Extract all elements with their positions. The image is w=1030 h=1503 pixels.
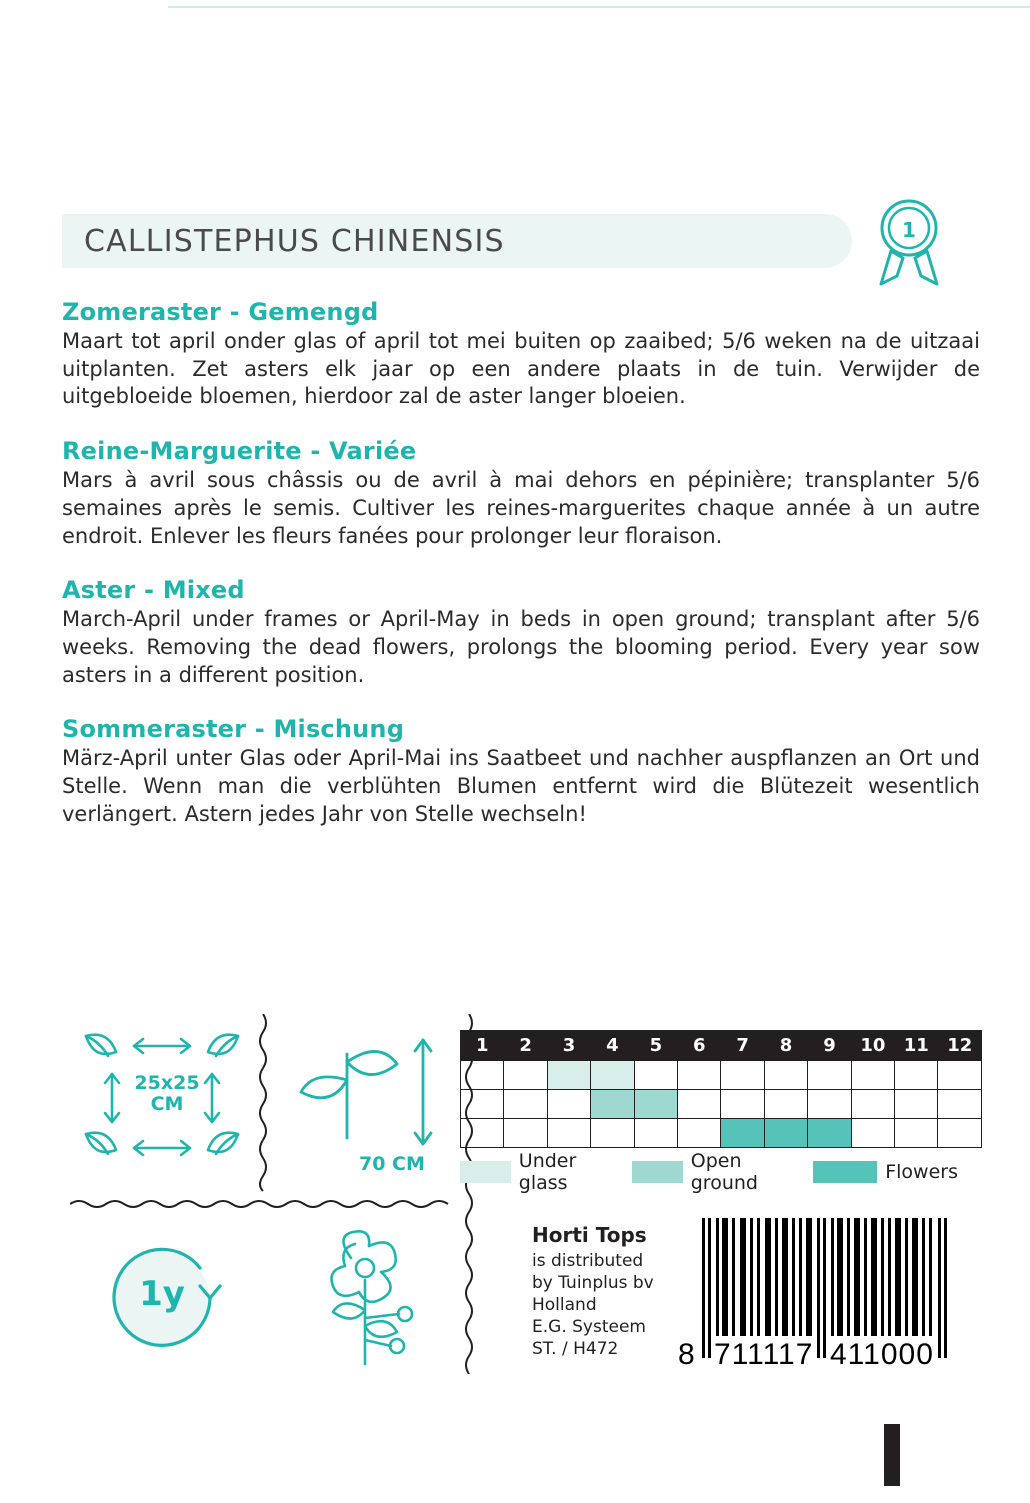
month-header: 8	[764, 1031, 807, 1061]
brand-name: Horti Tops	[532, 1223, 647, 1247]
legend-label-under-glass: Under glass	[518, 1150, 577, 1194]
calendar-legend	[460, 1150, 982, 1194]
section-body-fr: Mars à avril sous châssis ou de avril à mai dehors en pépinière; transplanter 5/6 semaines après le semis. Cultiver les reines-marguerites chaque année à un autre endroit. Enlever les fleurs fanées pour prolonger leur floraison.	[62, 468, 980, 548]
section-title-de: Sommeraster - Mischung	[62, 715, 405, 744]
month-header: 7	[721, 1031, 764, 1061]
section-title-en: Aster - Mixed	[62, 576, 245, 605]
instruction-blocks	[62, 298, 982, 855]
calendar-row-flowers	[461, 1119, 982, 1148]
divider-wavy-vertical-1	[258, 1014, 268, 1197]
barcode-digits-right: 411000	[830, 1338, 934, 1371]
instruction-block-en	[62, 576, 982, 689]
barcode-bars	[672, 1218, 972, 1336]
award-rosette-icon	[867, 196, 951, 288]
month-header: 4	[591, 1031, 634, 1061]
divider-wavy-horizontal	[70, 1196, 454, 1214]
distributor-line-1: is distributed	[532, 1251, 644, 1271]
plant-spacing-label	[122, 1073, 212, 1116]
section-body-en: March-April under frames or April-May in beds in open ground; transplant after 5/6 weeks. Removing the dead flowers, prolongs the blooming period. Every year sow asters in a different position.	[62, 607, 980, 687]
legend-swatch-under-glass	[460, 1161, 511, 1183]
section-title-nl: Zomeraster - Gemengd	[62, 298, 379, 326]
calendar-table	[460, 1030, 982, 1148]
month-header: 10	[851, 1031, 894, 1061]
flower-icon-group	[277, 1222, 452, 1382]
distributor-line-2: by Tuinplus bv	[532, 1273, 654, 1294]
legend-item-flowers	[813, 1161, 958, 1183]
instruction-block-nl	[62, 298, 982, 411]
distributor-line-5: ST. / H472	[532, 1339, 619, 1360]
print-corner-mark	[884, 1424, 900, 1486]
legend-item-open-ground	[632, 1150, 789, 1194]
lifecycle-label: 1y	[139, 1274, 185, 1314]
plant-height-label: 70 CM	[359, 1153, 425, 1175]
seed-packet-back	[62, 0, 982, 1503]
barcode	[672, 1218, 972, 1371]
instruction-block-fr	[62, 437, 982, 550]
plant-spacing-value: 25x25	[134, 1072, 200, 1094]
legend-item-under-glass	[460, 1150, 608, 1194]
legend-swatch-flowers	[813, 1161, 877, 1183]
month-header: 9	[808, 1031, 851, 1061]
section-body-nl: Maart tot april onder glas of april tot mei buiten op zaaibed; 5/6 weken na de uitzaai uitplanten. Zet asters elk jaar op een andere plaats in de tuin. Verwijder de uitgebloeide bloemen, hierdoor zal de aster langer bloeien.	[62, 329, 980, 409]
plant-height-icon-group	[277, 1018, 452, 1188]
calendar-row-open-ground	[461, 1090, 982, 1119]
sowing-calendar	[460, 1030, 982, 1148]
latin-name-band	[62, 214, 852, 268]
lifecycle-icon-group	[72, 1222, 252, 1382]
month-header: 5	[634, 1031, 677, 1061]
legend-label-flowers: Flowers	[885, 1161, 958, 1183]
growing-info-panel	[62, 1000, 982, 1380]
month-header: 1	[461, 1031, 504, 1061]
page-title: CALLISTEPHUS CHINENSIS	[84, 224, 505, 259]
calendar-row-under-glass	[461, 1061, 982, 1090]
month-header: 6	[678, 1031, 721, 1061]
instruction-block-de	[62, 715, 982, 828]
section-title-fr: Reine-Marguerite - Variée	[62, 437, 417, 466]
plant-spacing-unit: CM	[150, 1093, 184, 1116]
barcode-digits-left: 711117	[714, 1338, 814, 1371]
section-body-de: März-April unter Glas oder April-Mai ins Saatbeet und nachher auspflanzen an Ort und Stelle. Wenn man die verblühten Blumen entfernt wird die Blütezeit wesentlich verlängert. Astern jedes Jahr von Stelle wechseln!	[62, 746, 980, 826]
month-header: 2	[504, 1031, 547, 1061]
barcode-digits	[672, 1336, 972, 1371]
month-header: 12	[938, 1031, 982, 1061]
calendar-header-row	[461, 1031, 982, 1061]
distributor-line-4: E.G. Systeem	[532, 1317, 646, 1338]
distributor-line-3: Holland	[532, 1295, 597, 1316]
barcode-digit-first: 8	[678, 1338, 696, 1371]
month-header: 11	[895, 1031, 938, 1061]
badge-number: 1	[902, 218, 916, 242]
legend-label-open-ground: Open ground	[690, 1150, 758, 1194]
legend-swatch-open-ground	[632, 1161, 683, 1183]
plant-spacing-icon-group	[72, 1018, 252, 1188]
month-header: 3	[547, 1031, 590, 1061]
